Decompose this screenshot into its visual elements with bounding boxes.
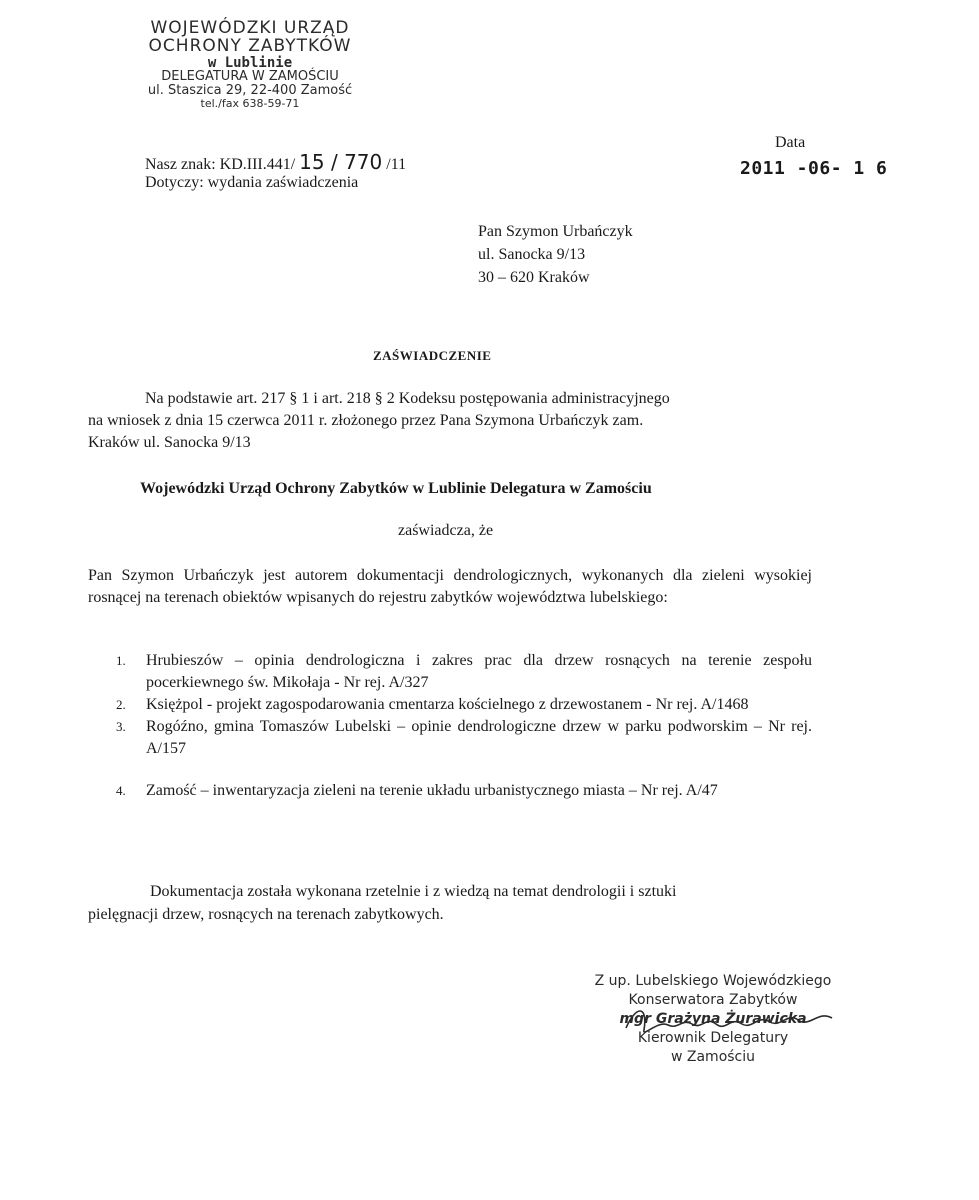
signature-line-2: Konserwatora Zabytków xyxy=(628,992,798,1008)
date-label: Data xyxy=(775,134,806,151)
recipient-address xyxy=(478,220,633,289)
list-item-text: Księżpol - projekt zagospodarowania cmentarza kościelnego z drzewostanem - Nr rej. A/1468 xyxy=(146,696,749,713)
reference-handwritten: 15 / 770 xyxy=(299,150,383,174)
documentation-list xyxy=(110,650,812,802)
reference-prefix: Nasz znak: KD.III.441/ xyxy=(145,156,296,173)
list-item-text: Hrubieszów – opinia dendrologiczna i zakres prac dla drzew rosnących na terenie zespołu pocerkiewnego św. Mikołaja - Nr rej. A/327 xyxy=(146,652,812,691)
list-item xyxy=(110,694,812,716)
intro-line-3: Kraków ul. Sanocka 9/13 xyxy=(88,434,251,451)
date-stamp: 2011 -06- 1 6 xyxy=(740,158,888,179)
signature-line-3: mgr Grażyna Żurawicka xyxy=(619,1011,807,1027)
list-item-number: 3. xyxy=(116,719,126,734)
intro-line-2: na wniosek z dnia 15 czerwca 2011 r. złożonego przez Pana Szymona Urbańczyk zam. xyxy=(88,412,644,429)
certifies-text: zaświadcza, że xyxy=(398,522,494,539)
list-item-number: 1. xyxy=(116,653,126,668)
issuing-office: Wojewódzki Urząd Ochrony Zabytków w Lublinie Delegatura w Zamościu xyxy=(140,480,652,497)
list-item-text: Zamość – inwentaryzacja zieleni na terenie układu urbanistycznego miasta – Nr rej. A/47 xyxy=(146,782,718,799)
signature-line-4: Kierownik Delegatury xyxy=(637,1030,789,1046)
list-item-number: 4. xyxy=(116,783,126,798)
stamp-line-1: WOJEWÓDZKI URZĄD xyxy=(150,18,350,38)
closing-paragraph xyxy=(88,880,812,926)
stamp-line-4: DELEGATURA W ZAMOŚCIU xyxy=(161,69,339,85)
recipient-city: 30 – 620 Kraków xyxy=(478,269,590,286)
reference-subject: Dotyczy: wydania zaświadczenia xyxy=(145,174,359,191)
intro-paragraph xyxy=(88,388,788,454)
recipient-street: ul. Sanocka 9/13 xyxy=(478,246,586,263)
signature-line-1: Z up. Lubelskiego Wojewódzkiego xyxy=(594,973,832,989)
list-item-number: 2. xyxy=(116,697,126,712)
document-title: ZAŚWIADCZENIE xyxy=(373,348,492,363)
reference-number xyxy=(145,150,406,174)
stamp-line-2: OCHRONY ZABYTKÓW xyxy=(148,35,352,56)
closing-line-1: Dokumentacja została wykonana rzetelnie i z wiedzą na temat dendrologii i sztuki xyxy=(150,883,677,900)
list-item xyxy=(110,716,812,760)
list-item-text: Rogóźno, gmina Tomaszów Lubelski – opinie dendrologiczne drzew w parku podworskim – Nr rej. A/157 xyxy=(146,718,812,757)
stamp-line-5: ul. Staszica 29, 22-400 Zamość xyxy=(147,83,353,99)
intro-line-1: Na podstawie art. 217 § 1 i art. 218 § 2 Kodeksu postępowania administracyjnego xyxy=(145,390,670,407)
list-item xyxy=(110,780,812,802)
closing-line-2: pielęgnacji drzew, rosnących na terenach zabytkowych. xyxy=(88,906,444,923)
recipient-name: Pan Szymon Urbańczyk xyxy=(478,223,633,240)
stamp-line-6: tel./fax 638-59-71 xyxy=(200,96,300,110)
reference-suffix: /11 xyxy=(386,156,407,173)
signature-line-5: w Zamościu xyxy=(670,1049,756,1065)
stamp-line-3: w Lublinie xyxy=(207,54,293,71)
body-paragraph: Pan Szymon Urbańczyk jest autorem dokumentacji dendrologicznych, wykonanych dla zieleni wysokiej rosnącej na terenach obiektów wpisanych do rejestru zabytków województwa lubelskiego: xyxy=(88,567,812,606)
signature-block xyxy=(588,972,838,1067)
list-item xyxy=(110,650,812,694)
office-stamp xyxy=(130,20,370,109)
